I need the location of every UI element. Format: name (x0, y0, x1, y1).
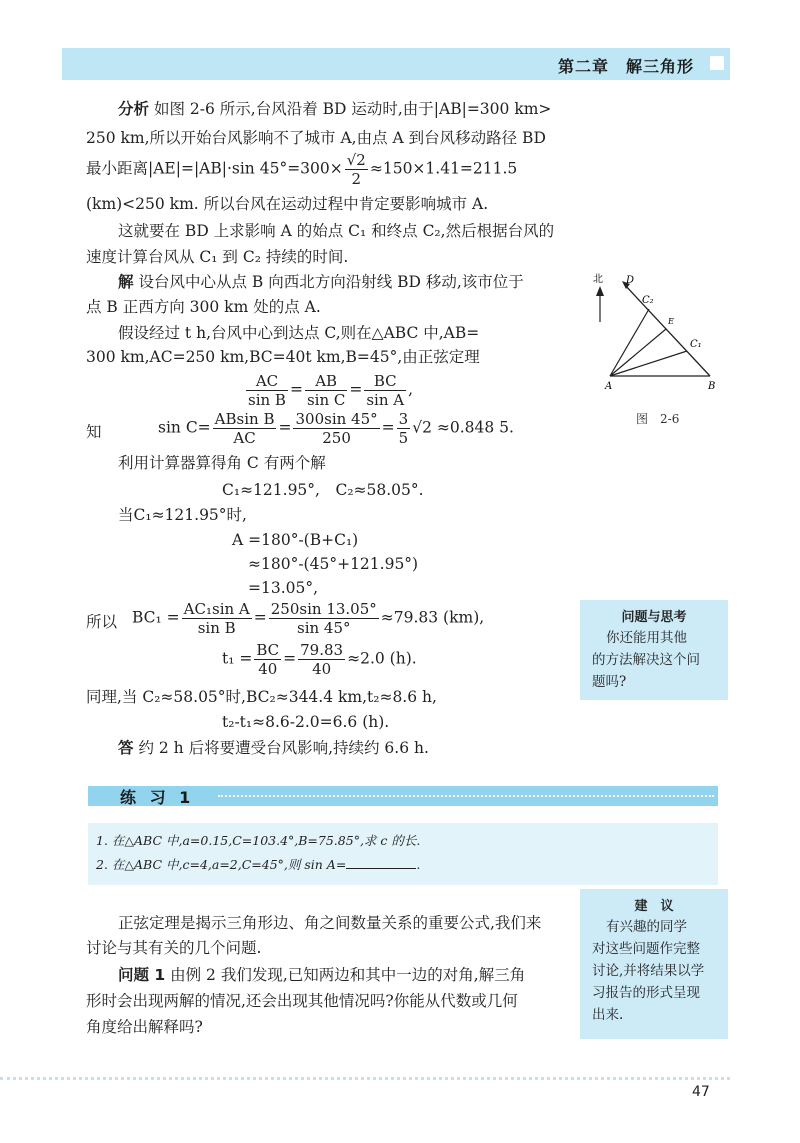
think-sidebar (580, 600, 728, 700)
fraction-denominator: 40 (258, 660, 278, 678)
label-b: B (708, 381, 716, 392)
think-line: 你还能用其他 (606, 630, 687, 646)
fraction-denominator: sin A (366, 391, 405, 409)
exercise-dots (218, 795, 714, 797)
fraction-denominator: sin C (306, 391, 346, 409)
suggestion-line: 习报告的形式呈现 (592, 985, 700, 1001)
page-number: 47 (692, 1084, 710, 1100)
analysis-line-3 (86, 151, 517, 188)
think-line: 的方法解决这个问 (592, 652, 700, 668)
t1-tail: ≈2.0 (h). (347, 649, 417, 668)
bc1-tail: ≈79.83 (km), (380, 608, 485, 627)
exercise-question-2 (96, 855, 420, 875)
analysis-text-1: 如图 2-6 所示,台风沿着 BD 运动时,由于|AB|=300 km> (153, 100, 552, 118)
fraction-denominator: 2 (351, 170, 362, 188)
solution-line-1 (118, 271, 524, 293)
analysis-line-5: 这就要在 BD 上求影响 A 的始点 C₁ 和终点 C₂,然后根据台风的 (118, 222, 555, 240)
closing-line-4: 形时会出现两解的情况,还会出现其他情况吗?你能从代数或几何 (86, 992, 518, 1010)
chapter-title: 第二章 解三角形 (557, 57, 694, 76)
label-e: E (668, 317, 674, 326)
know-label: 知 (86, 423, 102, 441)
suggestion-line: 讨论,并将结果以学 (592, 963, 705, 979)
angle-a-line-2: ≈180°-(45°+121.95°) (248, 555, 419, 573)
think-line: 题吗? (592, 674, 627, 690)
footer-dots (0, 1077, 730, 1080)
fraction-sqrt2-over-2 (345, 151, 368, 188)
t-diff-line: t₂-t₁≈8.6-2.0=6.6 (h). (222, 713, 390, 731)
analysis-label: 分析 (118, 100, 150, 118)
closing-line-5: 角度给出解释吗? (86, 1018, 203, 1036)
fraction-3-5 (397, 410, 411, 447)
closing-text-3: 由例 2 我们发现,已知两边和其中一边的对角,解三角 (170, 966, 526, 984)
segment-ac1 (610, 351, 687, 376)
think-title: 问题与思考 (621, 610, 687, 625)
analysis-line-6: 速度计算台风从 C₁ 到 C₂ 持续的时间. (86, 248, 349, 266)
suggestion-body (580, 914, 728, 1026)
fraction-numerator: BC (256, 641, 280, 659)
segment-ac2 (610, 309, 649, 376)
equation-comma: , (408, 380, 414, 399)
analysis-line-2: 250 km,所以开始台风影响不了城市 A,由点 A 到台风移动路径 BD (86, 129, 546, 147)
think-body (580, 625, 728, 693)
solution-text-1: 设台风中心从点 B 向西北方向沿射线 BD 移动,该市位于 (138, 273, 524, 291)
fraction-denominator: AC (233, 429, 256, 447)
so-label: 所以 (86, 613, 118, 631)
fraction-denominator: 40 (312, 660, 332, 678)
bc1-lhs: BC₁ = (132, 608, 180, 627)
suggestion-title: 建 议 (634, 899, 674, 914)
closing-line-2: 讨论与其有关的几个问题. (86, 939, 262, 957)
header-square-icon (710, 56, 724, 70)
analysis-line-4: (km)<250 km. 所以台风在运动过程中肯定要影响城市 A. (86, 195, 489, 213)
angle-a-line-1: A =180°-(B+C₁) (232, 531, 359, 549)
exercise-header (88, 786, 718, 806)
fraction-denominator: 250 (322, 429, 351, 447)
exercise-question-2-end: . (416, 857, 421, 872)
fraction-ab-sinc (305, 372, 347, 409)
closing-line-1: 正弦定理是揭示三角形边、角之间数量关系的重要公式,我们来 (118, 914, 542, 932)
problem-label: 问题 1 (118, 966, 166, 984)
label-a: A (605, 381, 613, 392)
segment-ae (610, 329, 666, 376)
analysis-text-3b: ≈150×1.41=211.5 (369, 159, 518, 178)
t1-equation: t₁ = $\frac{BC}{40}$ = $\frac{79.83}{40}$ ≈2.0 (h). (222, 641, 417, 678)
fraction-absinb-ac (213, 410, 277, 447)
chapter-header (62, 48, 730, 80)
label-d: D (626, 275, 635, 286)
fraction-numerator: ABsin B (214, 410, 275, 428)
analysis-text-3a: 最小距离|AE|=|AB|·sin 45°=300× (86, 159, 343, 178)
answer-line (118, 737, 429, 759)
fraction-7983-40 (298, 641, 345, 678)
label-c1: C₁ (690, 339, 702, 350)
fraction-bc-sina (364, 372, 406, 409)
fraction-numerator: BC (364, 372, 406, 391)
solution-label: 解 (118, 273, 134, 291)
exercise-box (88, 823, 718, 885)
fraction-numerator: 79.83 (300, 641, 344, 659)
law-of-sines-equation: $\frac{AC}{\text{sin B}}$ = $\frac{AB}{\text{sin C}}$ = $\frac{BC}{\text{sin A}}$ , (248, 372, 414, 409)
figure-2-6 (590, 262, 740, 422)
fraction-denominator: sin B (248, 391, 286, 409)
suggestion-line: 有兴趣的同学 (606, 919, 687, 935)
when-c1-line: 当C₁≈121.95°时, (118, 506, 247, 524)
fraction-denominator: sin 45° (297, 619, 351, 637)
fraction-300sin45-250 (293, 410, 379, 447)
similarly-line: 同理,当 C₂≈58.05°时,BC₂≈344.4 km,t₂≈8.6 h, (86, 688, 437, 706)
answer-text: 约 2 h 后将要遭受台风影响,持续约 6.6 h. (138, 739, 429, 757)
fraction-denominator: sin B (197, 619, 236, 637)
bc1-equation: BC₁ = $\frac{\text{AC₁sin A}}{\text{sin B}}$ = $\frac{250\sin 13.05^\circ}{\sin 45^\circ}$ ≈79.83 (km), (132, 600, 485, 637)
analysis-line-1 (118, 98, 551, 120)
fraction-numerator: 250sin 13.05° (270, 600, 377, 618)
fraction-numerator: 3 (398, 410, 409, 428)
closing-line-3 (118, 964, 525, 986)
fraction-ac-sinb (246, 372, 288, 409)
solution-line-2: 点 B 正西方向 300 km 处的点 A. (86, 298, 321, 316)
fraction-numerator: AB (305, 372, 347, 391)
t1-lhs: t₁ = (222, 649, 253, 668)
fraction-ac1sina-sinb (182, 600, 252, 637)
fraction-numerator: 300sin 45° (295, 410, 378, 428)
fraction-bc-40 (254, 641, 281, 678)
north-arrow-icon (596, 286, 604, 296)
fraction-250sin-sin45 (269, 600, 379, 637)
fraction-numerator: √2 (346, 151, 366, 169)
exercise-question-2-text: 2. 在△ABC 中,c=4,a=2,C=45°,则 sin A= (96, 857, 347, 872)
exercise-question-1: 1. 在△ABC 中,a=0.15,C=103.4°,B=75.85°,求 c 的长. (96, 833, 421, 848)
sin-c-equation: sin C= $\frac{\text{ABsin B}}{AC}$ = $\frac{300\sin 45^\circ}{250}$ = $\frac{3}{5}$ √2 ≈0.848 5. (158, 410, 514, 447)
fraction-numerator: AC₁sin A (183, 600, 250, 618)
calc-line-2: C₁≈121.95°, C₂≈58.05°. (222, 481, 424, 499)
sin-c-tail: √2 ≈0.848 5. (412, 418, 514, 437)
suggestion-sidebar (580, 889, 728, 1039)
exercise-title: 练 习 1 (120, 788, 195, 807)
solution-line-4: 300 km,AC=250 km,BC=40t km,B=45°,由正弦定理 (86, 348, 480, 366)
fraction-denominator: 5 (398, 429, 409, 447)
suggestion-line: 对这些问题作完整 (592, 941, 700, 957)
suggestion-line: 出来. (592, 1007, 624, 1023)
sin-c-lhs: sin C= (158, 418, 211, 437)
north-label: 北 (593, 274, 603, 285)
answer-blank (346, 856, 416, 869)
figure-caption: 图 2-6 (636, 412, 680, 426)
solution-line-3: 假设经过 t h,台风中心到达点 C,则在△ABC 中,AB= (118, 324, 480, 342)
fraction-numerator: AC (246, 372, 288, 391)
answer-label: 答 (118, 739, 134, 757)
angle-a-line-3: =13.05°, (248, 579, 319, 597)
label-c2: C₂ (642, 295, 654, 306)
calc-line-1: 利用计算器算得角 C 有两个解 (118, 454, 326, 472)
